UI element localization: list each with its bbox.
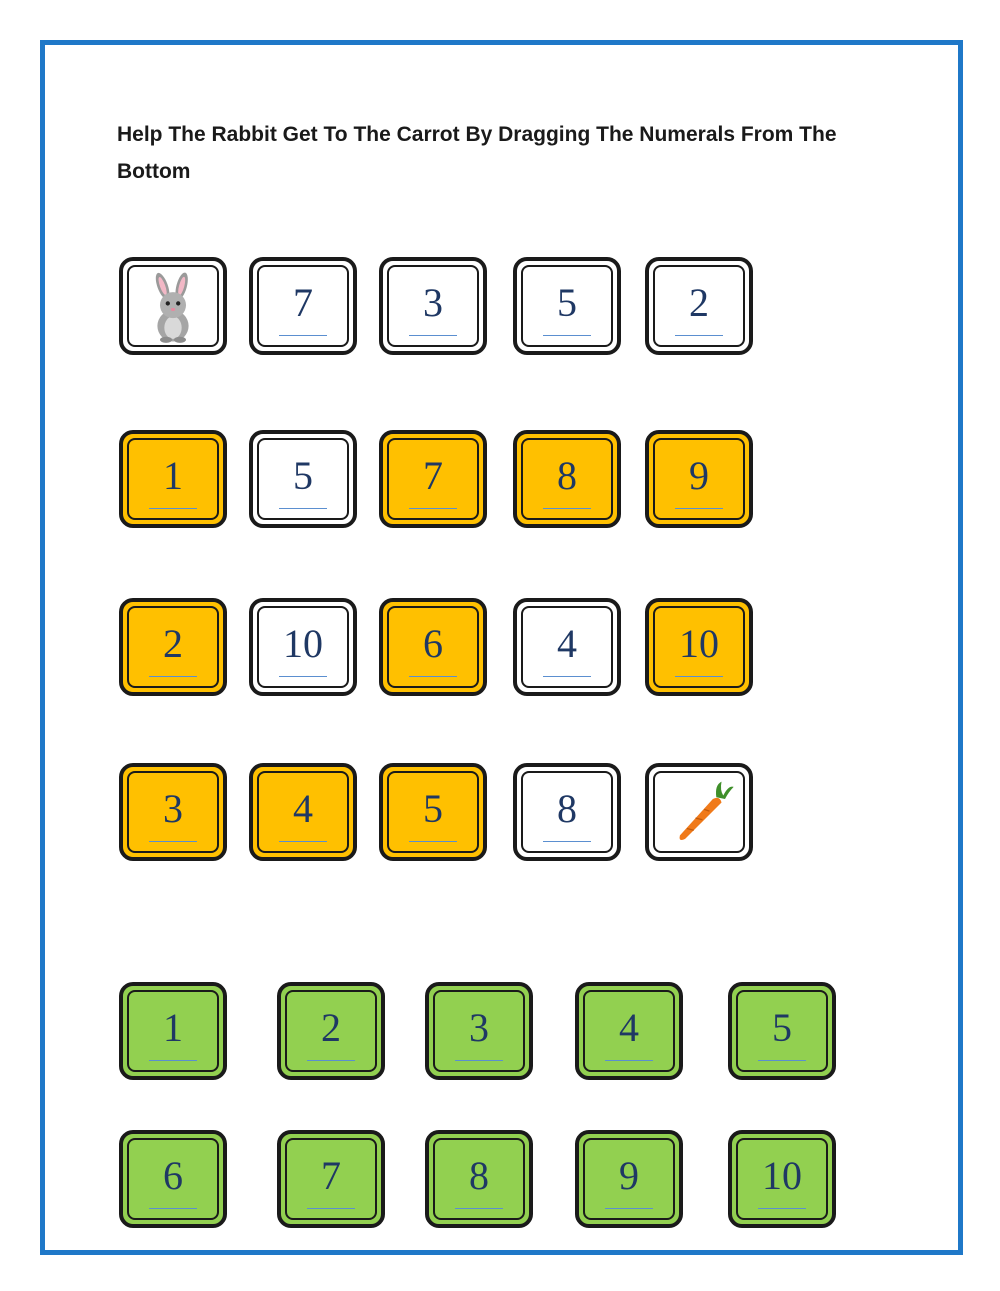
tile-number: 1: [163, 453, 183, 498]
grid-tile[interactable]: [249, 763, 357, 861]
grid-tile[interactable]: [249, 257, 357, 355]
draggable-numeral[interactable]: [575, 1130, 683, 1228]
draggable-numeral[interactable]: [277, 1130, 385, 1228]
draggable-numeral[interactable]: [728, 982, 836, 1080]
draggable-numeral[interactable]: [575, 982, 683, 1080]
answer-line: [279, 508, 327, 509]
grid-tile[interactable]: [379, 763, 487, 861]
draggable-numeral[interactable]: [277, 982, 385, 1080]
answer-line: [409, 508, 457, 509]
tile-number: 8: [557, 453, 577, 498]
answer-line: [605, 1060, 653, 1061]
answer-line: [409, 676, 457, 677]
tile-number: 5: [557, 280, 577, 325]
numeral-value: 4: [619, 1005, 639, 1050]
answer-line: [758, 1208, 806, 1209]
numeral-value: 6: [163, 1153, 183, 1198]
answer-line: [149, 841, 197, 842]
answer-line: [149, 1208, 197, 1209]
grid-tile[interactable]: [513, 430, 621, 528]
numeral-value: 8: [469, 1153, 489, 1198]
numeral-value: 10: [762, 1153, 802, 1198]
grid-tile[interactable]: [645, 430, 753, 528]
answer-line: [149, 1060, 197, 1061]
numeral-value: 9: [619, 1153, 639, 1198]
answer-line: [279, 676, 327, 677]
tile-number: 10: [283, 621, 323, 666]
numeral-value: 7: [321, 1153, 341, 1198]
draggable-numeral[interactable]: [425, 1130, 533, 1228]
numeral-value: 5: [772, 1005, 792, 1050]
rabbit-tile: [119, 257, 227, 355]
answer-line: [455, 1208, 503, 1209]
numeral-value: 2: [321, 1005, 341, 1050]
draggable-numeral[interactable]: [728, 1130, 836, 1228]
tile-number: 5: [293, 453, 313, 498]
draggable-numeral[interactable]: [425, 982, 533, 1080]
answer-line: [758, 1060, 806, 1061]
answer-line: [455, 1060, 503, 1061]
tile-number: 5: [423, 786, 443, 831]
grid-tile[interactable]: [645, 598, 753, 696]
tile-number: 7: [423, 453, 443, 498]
grid-tile[interactable]: [119, 430, 227, 528]
answer-line: [279, 335, 327, 336]
answer-line: [543, 676, 591, 677]
grid-tile[interactable]: [379, 598, 487, 696]
answer-line: [149, 508, 197, 509]
grid-tile[interactable]: [249, 598, 357, 696]
grid-tile[interactable]: [513, 598, 621, 696]
answer-line: [675, 508, 723, 509]
answer-line: [675, 335, 723, 336]
tile-number: 2: [689, 280, 709, 325]
carrot-tile: [645, 763, 753, 861]
answer-line: [409, 841, 457, 842]
tile-number: 3: [163, 786, 183, 831]
answer-line: [675, 676, 723, 677]
grid-tile[interactable]: [249, 430, 357, 528]
grid-tile[interactable]: [513, 763, 621, 861]
answer-line: [307, 1060, 355, 1061]
instructions-title: Help The Rabbit Get To The Carrot By Dragging The Numerals From The Bottom: [117, 123, 837, 183]
tile-number: 8: [557, 786, 577, 831]
answer-line: [307, 1208, 355, 1209]
answer-line: [543, 841, 591, 842]
answer-line: [279, 841, 327, 842]
answer-line: [543, 335, 591, 336]
numeral-value: 3: [469, 1005, 489, 1050]
answer-line: [543, 508, 591, 509]
tile-number: 3: [423, 280, 443, 325]
grid-tile[interactable]: [645, 257, 753, 355]
answer-line: [605, 1208, 653, 1209]
tile-number: 4: [293, 786, 313, 831]
tile-number: 2: [163, 621, 183, 666]
grid-tile[interactable]: [119, 763, 227, 861]
tile-number: 6: [423, 621, 443, 666]
tile-number: 9: [689, 453, 709, 498]
draggable-numeral[interactable]: [119, 982, 227, 1080]
numeral-value: 1: [163, 1005, 183, 1050]
tile-number: 10: [679, 621, 719, 666]
grid-tile[interactable]: [379, 430, 487, 528]
draggable-numeral[interactable]: [119, 1130, 227, 1228]
grid-tile[interactable]: [379, 257, 487, 355]
grid-tile[interactable]: [513, 257, 621, 355]
grid-tile[interactable]: [119, 598, 227, 696]
answer-line: [409, 335, 457, 336]
tile-number: 7: [293, 280, 313, 325]
answer-line: [149, 676, 197, 677]
tile-number: 4: [557, 621, 577, 666]
